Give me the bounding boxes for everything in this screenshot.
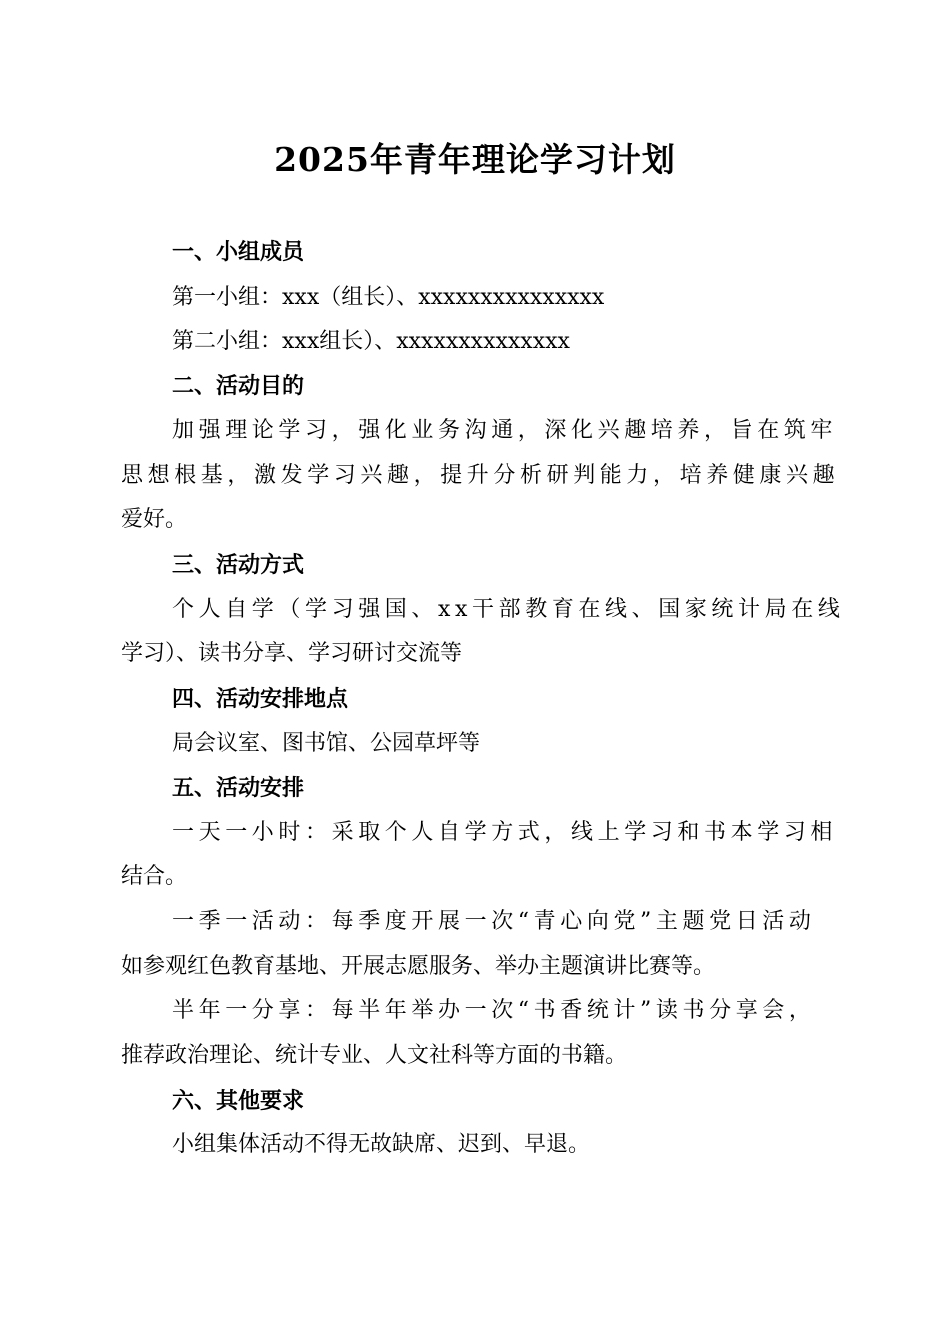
members-group-2: 第二小组：xxx组长）、xxxxxxxxxxxxxx: [172, 329, 570, 354]
schedule-line-2: 结合。: [121, 864, 188, 889]
method-line-2: 学习）、读书分享、学习研讨交流等: [121, 641, 463, 666]
schedule-line-3: 一季一活动：每季度开展一次“青心向党”主题党日活动: [172, 909, 816, 934]
method-line-1: 个人自学（学习强国、xx干部教育在线、国家统计局在线: [172, 597, 845, 622]
requirements-line-1: 小组集体活动不得无故缺席、迟到、早退。: [172, 1132, 591, 1157]
section-heading-method: 三、活动方式: [172, 552, 305, 578]
purpose-line-3: 爱好。: [121, 507, 188, 532]
section-heading-members: 一、小组成员: [172, 239, 305, 265]
location-line-1: 局会议室、图书馆、公园草坪等: [172, 731, 481, 756]
document-title: 2025年青年理论学习计划: [274, 140, 676, 179]
purpose-line-1: 加强理论学习，强化业务沟通，深化兴趣培养，旨在筑牢: [172, 418, 838, 443]
section-heading-purpose: 二、活动目的: [172, 373, 305, 399]
schedule-line-1: 一天一小时：采取个人自学方式，线上学习和书本学习相: [172, 820, 838, 845]
section-heading-requirements: 六、其他要求: [172, 1088, 305, 1114]
section-heading-schedule: 五、活动安排: [172, 775, 305, 801]
section-heading-location: 四、活动安排地点: [172, 686, 349, 712]
purpose-line-2: 思想根基，激发学习兴趣，提升分析研判能力，培养健康兴趣: [121, 463, 840, 488]
schedule-line-4: 如参观红色教育基地、开展志愿服务、举办主题演讲比赛等。: [121, 954, 716, 979]
schedule-line-5: 半年一分享：每半年举办一次“书香统计”读书分享会，: [172, 998, 816, 1023]
members-group-1: 第一小组：xxx（组长）、xxxxxxxxxxxxxxx: [172, 285, 605, 310]
schedule-line-6: 推荐政治理论、统计专业、人文社科等方面的书籍。: [121, 1043, 628, 1068]
